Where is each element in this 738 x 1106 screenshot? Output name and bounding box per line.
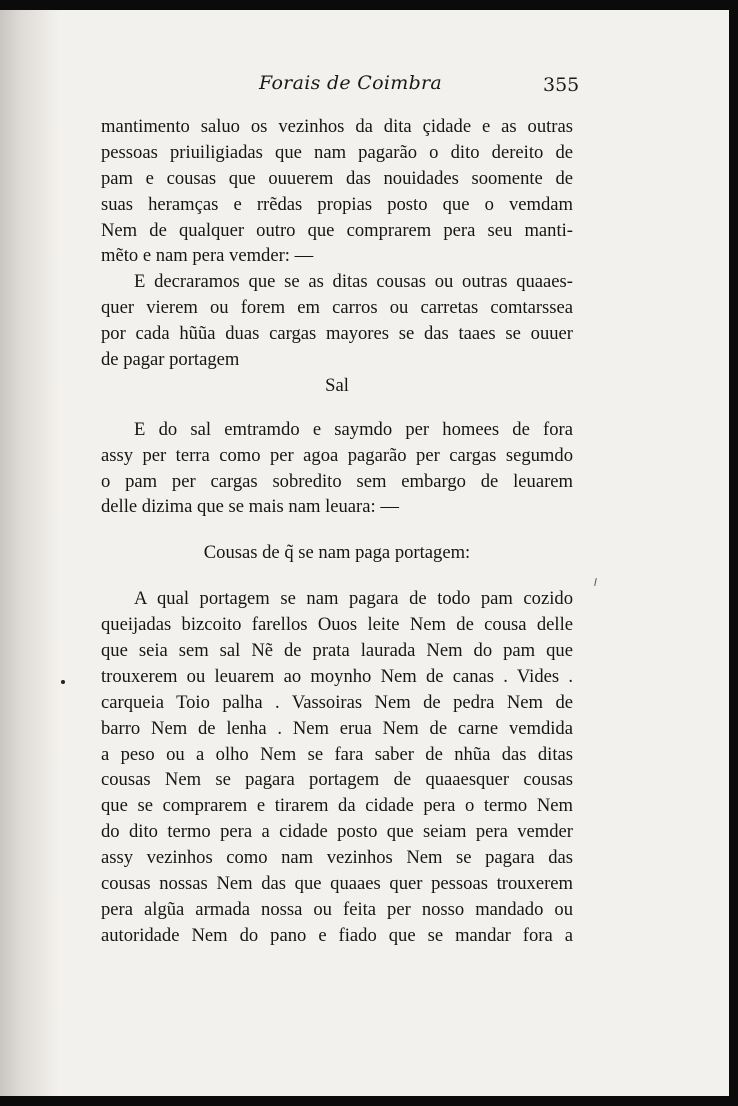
paragraph-2 bbox=[101, 269, 573, 373]
text-line: quer vierem ou forem em carros ou carretas comtarssea bbox=[101, 297, 573, 319]
text-line: autoridade Nem do pano e fiado que se mandar fora a bbox=[101, 924, 573, 946]
paragraph-1 bbox=[101, 114, 573, 269]
scan-border-right bbox=[729, 0, 738, 1106]
text-line: A qual portagem se nam pagara de todo pam cozido bbox=[134, 588, 573, 610]
text-line: pessoas priuiligiadas que nam pagarão o dito dereito de bbox=[101, 141, 573, 163]
text-line: assy vezinhos como nam vezinhos Nem se pagara das bbox=[101, 847, 573, 869]
page-header bbox=[0, 72, 738, 102]
text-line: a peso ou a olho Nem se fara saber de nhũa das ditas bbox=[101, 743, 573, 765]
text-line: barro Nem de lenha . Nem erua Nem de carne vemdida bbox=[101, 717, 573, 739]
text-line: assy per terra como per agoa pagarão per cargas segumdo bbox=[101, 444, 573, 466]
text-line: queijadas bizcoito farellos Ouos leite Nem de cousa delle bbox=[101, 614, 573, 636]
text-line: carqueia Toio palha . Vassoiras Nem de pedra Nem de bbox=[101, 691, 573, 713]
spacer bbox=[101, 566, 573, 586]
text-line: cousas nossas Nem das que quaaes quer pessoas trouxerem bbox=[101, 873, 573, 895]
paragraph-4 bbox=[101, 586, 573, 948]
text-line: o pam per cargas sobredito sem embargo de leuarem bbox=[101, 470, 573, 492]
text-line: que seia sem sal Nẽ de prata laurada Nem do pam que bbox=[101, 640, 573, 662]
spacer bbox=[101, 520, 573, 540]
text-line: por cada hũũa duas cargas mayores se das taaes se ouuer bbox=[101, 323, 573, 345]
page-number: 355 bbox=[543, 74, 580, 96]
text-line: Nem de qualquer outro que comprarem pera seu manti- bbox=[101, 219, 573, 241]
margin-ink-dot bbox=[61, 680, 65, 684]
paragraph-3 bbox=[101, 417, 573, 521]
text-line: mantimento saluo os vezinhos da dita çidade e as outras bbox=[101, 116, 573, 137]
scan-gutter-shadow bbox=[0, 0, 60, 1106]
text-line: pera algũa armada nossa ou feita per nosso mandado ou bbox=[101, 898, 573, 920]
text-line: E decraramos que se as ditas cousas ou outras quaaes- bbox=[134, 271, 573, 293]
text-line: do dito termo pera a cidade posto que seiam pera vemder bbox=[101, 821, 573, 843]
text-line: que se comprarem e tirarem da cidade pera o termo Nem bbox=[101, 795, 573, 817]
running-title: Forais de Coimbra bbox=[259, 72, 443, 94]
page-body bbox=[101, 114, 573, 949]
text-line: suas heramças e rrẽdas propias posto que o vemdam bbox=[101, 193, 573, 215]
text-line: delle dizima que se mais nam leuara: — bbox=[101, 496, 399, 518]
text-line: de pagar portagem bbox=[101, 349, 240, 371]
text-line: E do sal emtramdo e saymdo per homees de fora bbox=[134, 418, 573, 440]
text-line: mẽto e nam pera vemder: — bbox=[101, 245, 314, 267]
section-heading-sal: Sal bbox=[325, 374, 349, 396]
scan-border-bottom bbox=[0, 1096, 738, 1106]
scan-border-top bbox=[0, 0, 738, 10]
text-line: trouxerem ou leuarem ao moynho Nem de canas . Vides . bbox=[101, 665, 573, 687]
text-line: pam e cousas que ouuerem das nouidades soomente de bbox=[101, 167, 573, 189]
section-heading-cousas: Cousas de q̃ se nam paga portagem: bbox=[203, 542, 471, 564]
spacer bbox=[101, 399, 573, 417]
text-line: cousas Nem se pagara portagem de quaaesquer cousas bbox=[101, 769, 573, 791]
margin-pencil-mark bbox=[594, 578, 597, 586]
